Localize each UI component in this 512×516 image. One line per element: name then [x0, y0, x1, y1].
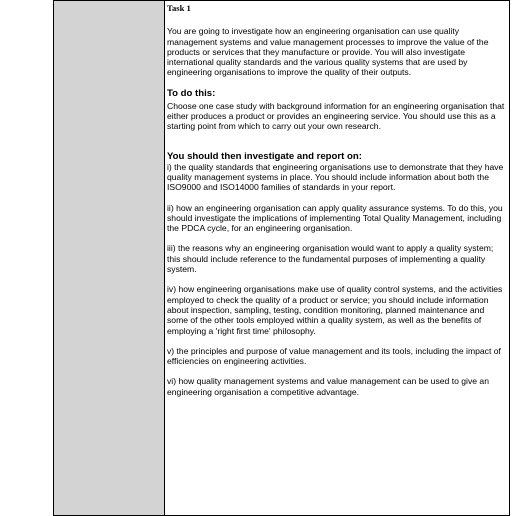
task-table — [53, 0, 510, 516]
list-item: v) the principles and purpose of value management and its tools, including the impact of efficiencies on engineering activities. — [167, 345, 501, 367]
todo-paragraph: Choose one case study with background information for an engineering organisation that either produces a product or provides an engineering service. You should use this as a starting point from which to carry out your own research. — [167, 100, 505, 132]
intro-paragraph: You are going to investigate how an engineering organisation can use quality management systems and value management processes to improve the value of the products or services that they manufacture or provide. You will also investigate international quality standards and the various quality systems that are used by engineering organisations to improve the quality of their outputs. — [167, 26, 489, 78]
todo-heading: To do this: — [167, 87, 216, 99]
task-content — [167, 1, 505, 515]
list-item: iii) the reasons why an engineering organisation would want to apply a quality system; this should include reference to the fundamental purposes of implementing a quality system. — [167, 243, 494, 275]
list-item: i) the quality standards that engineering organisations use to demonstrate that they have quality management systems in place. You should include information about both the ISO9000 and ISO14000 families of standards in your report. — [167, 161, 504, 193]
task-title: Task 1 — [167, 3, 191, 13]
list-item: iv) how engineering organisations make use of quality control systems, and the activities employed to check the quality of a product or service; you should include information about inspection, sampling, testing, condition monitoring, planned maintenance and some of the other tools employed within a quality system, as well as the benefits of employing a 'right first time' philosophy. — [167, 284, 503, 336]
list-item: vi) how quality management systems and value management can be used to give an engineering organisation a competitive advantage. — [167, 376, 489, 397]
left-column — [54, 1, 165, 515]
investigate-heading: You should then investigate and report on: — [167, 150, 362, 162]
list-item: ii) how an engineering organisation can apply quality assurance systems. To do this, you should investigate the implications of implementing Total Quality Management, including the PDCA cycle, for an engineering organisation. — [167, 202, 503, 234]
